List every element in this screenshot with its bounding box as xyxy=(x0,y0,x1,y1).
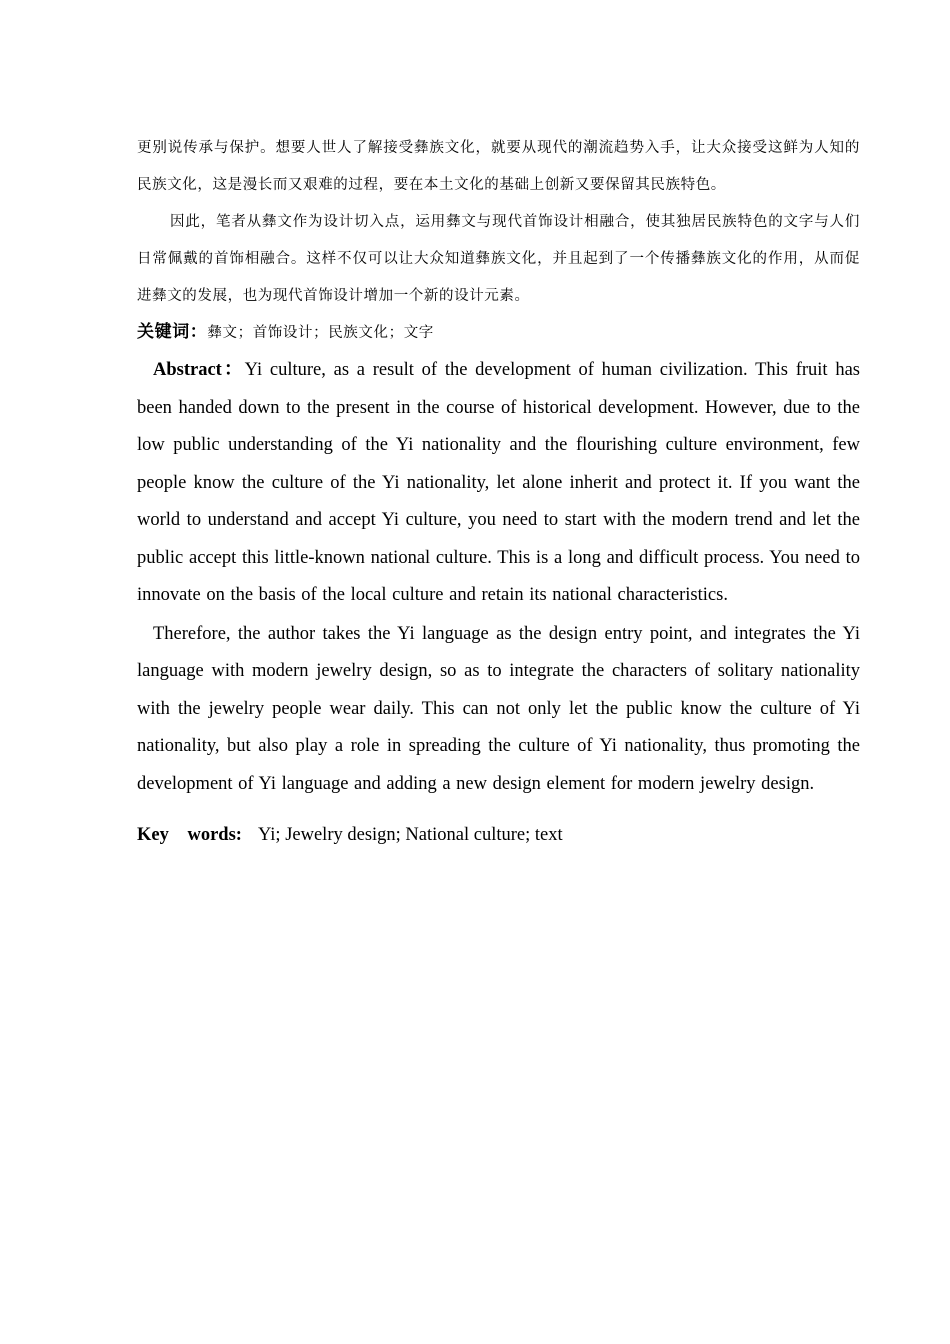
english-keywords xyxy=(137,817,860,854)
chinese-keywords xyxy=(137,315,860,350)
chinese-abstract-paragraph-continued: 更别说传承与保护。想要人世人了解接受彝族文化，就要从现代的潮流趋势入手，让大众接受这鲜为人知的民族文化，这是漫长而又艰难的过程，要在本土文化的基础上创新又要保留其民族特色。 xyxy=(137,140,860,193)
english-abstract-text-1: Yi culture, as a result of the development of human civilization. This fruit has been handed down to the present in the course of historical development. However, due to the low public understanding of the Yi nationality and the flourishing culture environment, few people know the culture of the Yi nationality, let alone inherit and protect it. If you want the world to understand and accept Yi culture, you need to start with the modern trend and let the public accept this little-known national culture. This is a long and difficult process. You need to innovate on the basis of the local culture and retain its national characteristics. xyxy=(137,360,860,605)
english-abstract-paragraph-2: Therefore, the author takes the Yi language as the design entry point, and integrates the Yi language with modern jewelry design, so as to integrate the characters of solitary nationality with the jewelry people wear daily. This can not only let the public know the culture of Yi nationality, but also play a role in spreading the culture of Yi nationality, thus promoting the development of Yi language and adding a new design element for modern jewelry design. xyxy=(137,623,860,794)
english-abstract-label: Abstract： xyxy=(153,360,245,380)
chinese-keywords-value: 彝文；首饰设计；民族文化；文字 xyxy=(207,325,434,341)
document-page xyxy=(137,130,860,854)
chinese-keywords-label: 关键词： xyxy=(137,322,208,342)
english-keywords-label: Key words: xyxy=(137,825,242,845)
english-abstract-paragraph-1 xyxy=(137,352,860,615)
chinese-abstract-paragraph-2: 因此，笔者从彝文作为设计切入点，运用彝文与现代首饰设计相融合，使其独居民族特色的文字与人们日常佩戴的首饰相融合。这样不仅可以让大众知道彝族文化，并且起到了一个传播彝族文化的作用，从而促进彝文的发展，也为现代首饰设计增加一个新的设计元素。 xyxy=(137,214,860,304)
english-keywords-value: Yi; Jewelry design; National culture; text xyxy=(257,825,563,845)
